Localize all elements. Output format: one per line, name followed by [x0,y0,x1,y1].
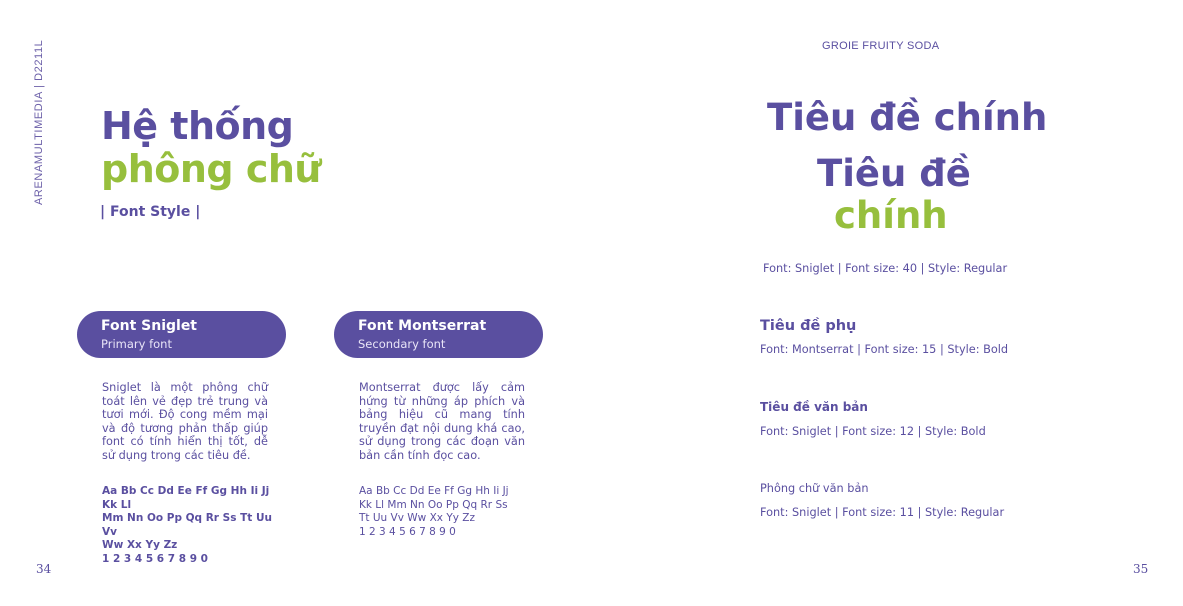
brand-name: GROIE FRUITY SODA [822,40,940,52]
alphabet-line: Aa Bb Cc Dd Ee Ff Gg Hh Ii Jj Kk Ll [102,485,270,511]
font-card-sniglet [77,311,286,358]
alphabet-line: Aa Bb Cc Dd Ee Ff Gg Hh Ii Jj [359,485,509,497]
page-number-left: 34 [36,562,52,576]
font-name: Font Montserrat [358,318,487,334]
body-text-sample: Phông chữ văn bản [760,482,869,495]
side-label-text: ARENAMULTIMEDIA | D2211L [33,39,45,205]
font-role: Secondary font [358,337,446,351]
heading-sample-line2: Tiêu đề [817,152,971,195]
subheading-spec: Font: Montserrat | Font size: 15 | Style: Bold [760,343,1009,356]
digits-line: 1 2 3 4 5 6 7 8 9 0 [359,525,456,538]
alphabet-line: Ww Xx Yy Zz [102,539,178,551]
digits-line: 1 2 3 4 5 6 7 8 9 0 [102,552,208,565]
alphabet-line: Mm Nn Oo Pp Qq Rr Ss Tt Uu Vv [102,512,272,538]
font-card-montserrat [334,311,543,358]
heading-spec: Font: Sniglet | Font size: 40 | Style: Regular [763,262,1008,275]
font-name: Font Sniglet [101,318,198,334]
side-label [33,40,53,205]
alphabet-sample-montserrat [359,485,529,539]
alphabet-line: Tt Uu Vv Ww Xx Yy Zz [359,512,476,524]
subheading-sample: Tiêu đề phụ [760,318,857,334]
page-subtitle: | Font Style | [100,204,201,220]
body-title-spec: Font: Sniglet | Font size: 12 | Style: Bold [760,425,986,438]
body-title-sample: Tiêu đề văn bản [760,400,868,414]
heading-sample-line1: Tiêu đề chính [767,96,1048,139]
alphabet-sample-sniglet [102,485,272,566]
page-title-line1: Hệ thống [101,104,294,148]
page-title-line2: phông chữ [101,147,321,191]
font-description-sniglet: Sniglet là một phông chữ toát lên vẻ đẹp trẻ trung và tươi mới. Độ cong mềm mại và độ tương phản thấp giúp font có tính hiển thị tốt, dễ sử dụng trong các tiêu đề. [102,381,268,462]
alphabet-line: Kk Ll Mm Nn Oo Pp Qq Rr Ss [359,498,508,511]
body-text-spec: Font: Sniglet | Font size: 11 | Style: Regular [760,506,1005,519]
font-role: Primary font [101,337,172,351]
page-number-right: 35 [1133,562,1149,576]
heading-sample-line3: chính [834,194,948,237]
font-description-montserrat: Montserrat được lấy cảm hứng từ những áp phích và bảng hiệu cũ mang tính truyền đạt nội dung khá cao, sử dụng trong các đoạn văn bản cần tính đọc cao. [359,381,525,462]
